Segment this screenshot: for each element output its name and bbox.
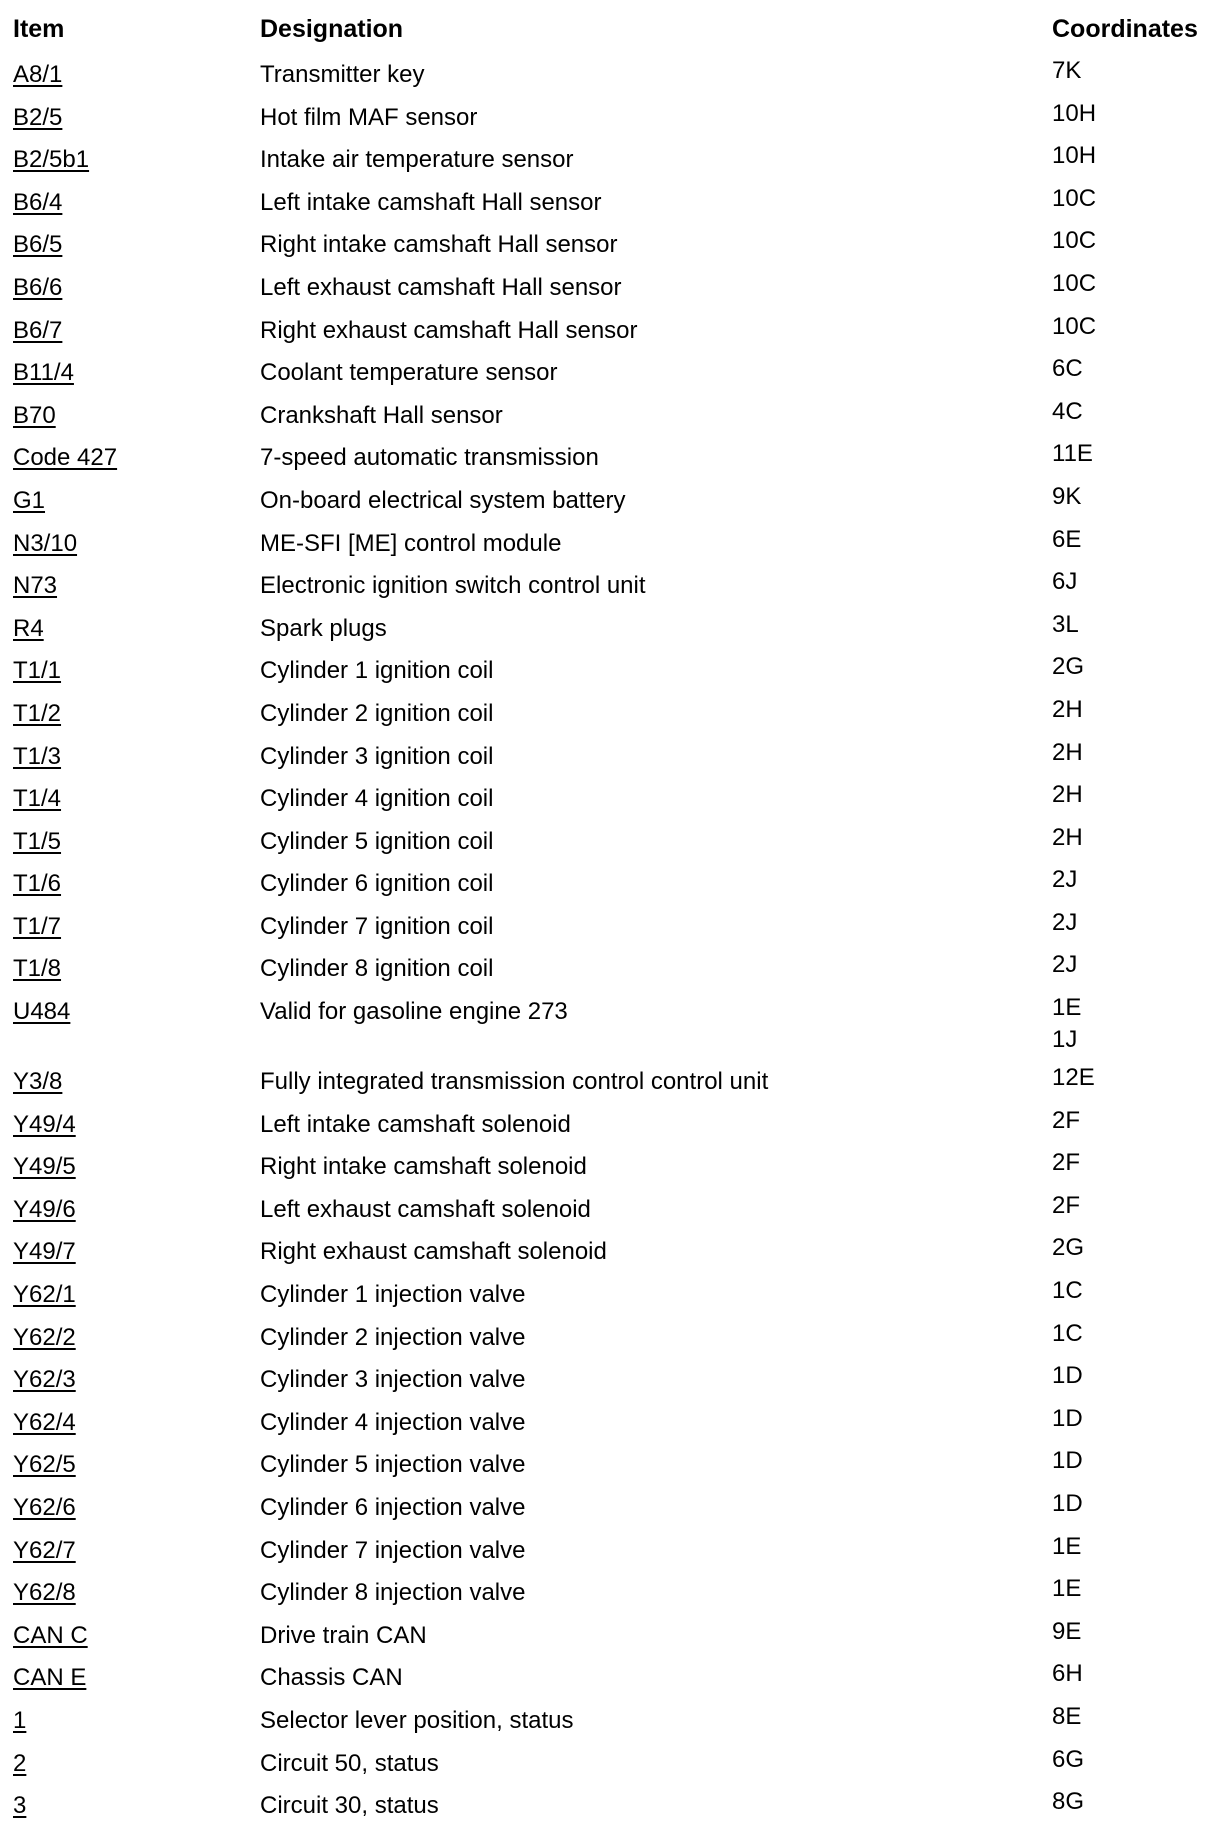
- coordinates-cell: [1052, 523, 1081, 566]
- item-link[interactable]: U484: [13, 998, 71, 1026]
- item-link[interactable]: Code 427: [13, 444, 118, 472]
- item-link[interactable]: Y62/5: [13, 1451, 76, 1479]
- designation-cell: Right exhaust camshaft Hall sensor: [260, 316, 638, 344]
- coordinate-value: 2G: [1052, 1234, 1085, 1262]
- table-row: [0, 906, 1216, 949]
- table-row: [0, 182, 1216, 225]
- item-link[interactable]: Y62/7: [13, 1536, 76, 1564]
- item-cell: [13, 693, 61, 736]
- item-cell: [13, 139, 89, 182]
- coordinates-cell: [1052, 1700, 1081, 1743]
- item-link[interactable]: Y62/8: [13, 1579, 76, 1607]
- coordinate-value: 2F: [1052, 1106, 1081, 1134]
- designation-cell: Left exhaust camshaft Hall sensor: [260, 273, 622, 301]
- coordinate-value: 2H: [1052, 823, 1083, 851]
- item-link[interactable]: T1/6: [13, 870, 62, 898]
- item-link[interactable]: A8/1: [13, 61, 63, 88]
- item-cell: [13, 1402, 76, 1445]
- item-cell: [13, 1317, 76, 1360]
- coordinate-value: 6E: [1052, 525, 1082, 553]
- designation-cell: On-board electrical system battery: [260, 486, 626, 514]
- designation-cell: Cylinder 8 ignition coil: [260, 955, 494, 983]
- table-row: [0, 352, 1216, 395]
- table-row: [0, 863, 1216, 906]
- item-cell: [13, 267, 62, 310]
- coordinate-value: 6G: [1052, 1745, 1085, 1773]
- item-link[interactable]: Y62/1: [13, 1281, 76, 1309]
- coordinates-cell: [1052, 821, 1083, 864]
- designation-cell: 7-speed automatic transmission: [260, 444, 599, 472]
- item-cell: [13, 948, 61, 991]
- coordinates-cell: [1052, 480, 1081, 523]
- coordinate-value: 1D: [1052, 1447, 1083, 1475]
- coordinates-cell: [1052, 1061, 1095, 1104]
- table-row: [0, 1317, 1216, 1360]
- item-cell: [13, 1743, 26, 1786]
- coordinate-value: 1D: [1052, 1362, 1083, 1390]
- designation-cell: Spark plugs: [260, 614, 387, 642]
- coordinate-value: 2J: [1052, 866, 1078, 894]
- item-link[interactable]: CAN C: [13, 1621, 88, 1649]
- coordinate-value: 10H: [1052, 99, 1097, 127]
- table-row: [0, 54, 1216, 97]
- item-cell: [13, 97, 62, 140]
- table-row: [0, 1530, 1216, 1573]
- coordinates-cell: [1052, 565, 1077, 608]
- item-link[interactable]: T1/8: [13, 955, 62, 983]
- item-cell: [13, 1274, 76, 1317]
- coordinate-value: 6H: [1052, 1660, 1083, 1688]
- table-row: [0, 1274, 1216, 1317]
- item-link[interactable]: T1/4: [13, 785, 62, 813]
- coordinates-cell: [1052, 437, 1093, 480]
- coordinate-value: 2H: [1052, 695, 1083, 723]
- coordinates-cell: [1052, 224, 1096, 267]
- coordinates-cell: [1052, 863, 1077, 906]
- table-row: [0, 1146, 1216, 1189]
- table-row: [0, 608, 1216, 651]
- item-link[interactable]: CAN E: [13, 1664, 87, 1692]
- coordinates-cell: [1052, 352, 1083, 395]
- item-cell: [13, 608, 44, 651]
- item-link[interactable]: Y62/3: [13, 1366, 76, 1394]
- designation-cell: Cylinder 5 injection valve: [260, 1451, 526, 1479]
- item-link[interactable]: T1/5: [13, 827, 62, 855]
- coordinate-value: 2J: [1052, 908, 1078, 936]
- table-row: [0, 224, 1216, 267]
- item-cell: [13, 1572, 76, 1615]
- coordinates-cell: [1052, 1402, 1083, 1445]
- coordinate-value: 9K: [1052, 482, 1082, 510]
- item-link[interactable]: Y3/8: [13, 1068, 63, 1096]
- coordinates-cell: [1052, 1274, 1083, 1317]
- coordinate-value: 2F: [1052, 1149, 1081, 1177]
- coordinate-value: 6J: [1052, 568, 1078, 596]
- item-cell: [13, 565, 57, 608]
- coordinate-value: 3L: [1052, 610, 1079, 638]
- item-cell: [13, 352, 74, 395]
- column-header-coordinates: Coordinates: [1052, 15, 1198, 43]
- designation-cell: Cylinder 7 injection valve: [260, 1536, 526, 1564]
- item-cell: [13, 991, 70, 1034]
- table-row: [0, 437, 1216, 480]
- item-link[interactable]: Y62/4: [13, 1408, 76, 1436]
- item-link[interactable]: B6/5: [13, 231, 63, 259]
- coordinate-value: 10C: [1052, 227, 1097, 255]
- column-header-item: Item: [13, 15, 65, 43]
- table-row: [0, 310, 1216, 353]
- table-row: [0, 1700, 1216, 1743]
- coordinates-cell: [1052, 1359, 1083, 1402]
- item-link[interactable]: B6/4: [13, 188, 63, 216]
- item-cell: [13, 906, 61, 949]
- designation-cell: Right exhaust camshaft solenoid: [260, 1238, 607, 1266]
- item-cell: [13, 1146, 76, 1189]
- table-row: [0, 139, 1216, 182]
- designation-cell: Selector lever position, status: [260, 1706, 574, 1734]
- table-row: [0, 948, 1216, 991]
- coordinate-value: 1E: [1052, 994, 1082, 1022]
- coordinates-cell: [1052, 54, 1081, 97]
- table-row: [0, 1104, 1216, 1147]
- coordinate-value: 7K: [1052, 57, 1082, 84]
- designation-cell: Left exhaust camshaft solenoid: [260, 1195, 591, 1223]
- item-link[interactable]: B2/5: [13, 103, 63, 131]
- coordinates-cell: [1052, 1530, 1081, 1573]
- item-cell: [13, 437, 117, 480]
- coordinates-cell: [1052, 1444, 1083, 1487]
- table-row: [0, 1487, 1216, 1530]
- designation-cell: Left intake camshaft solenoid: [260, 1110, 571, 1138]
- coordinate-value: 1D: [1052, 1404, 1083, 1432]
- item-link[interactable]: B6/7: [13, 316, 63, 344]
- table-row: [0, 1402, 1216, 1445]
- designation-cell: Cylinder 2 injection valve: [260, 1323, 526, 1351]
- table-row: [0, 267, 1216, 310]
- item-link[interactable]: R4: [13, 614, 44, 642]
- coordinates-cell: [1052, 906, 1077, 949]
- item-link[interactable]: B6/6: [13, 273, 63, 301]
- table-row: [0, 480, 1216, 523]
- item-link[interactable]: B2/5b1: [13, 146, 90, 174]
- item-link[interactable]: T1/1: [13, 657, 62, 685]
- coordinate-value: 1E: [1052, 1575, 1082, 1603]
- item-cell: [13, 1657, 86, 1700]
- coordinates-cell: [1052, 139, 1096, 182]
- coordinates-cell: [1052, 650, 1084, 693]
- item-cell: [13, 1615, 88, 1658]
- designation-cell: Circuit 50, status: [260, 1749, 439, 1777]
- coordinate-value: 10C: [1052, 184, 1097, 212]
- item-link[interactable]: N3/10: [13, 529, 78, 557]
- coordinates-cell: [1052, 991, 1082, 1054]
- item-link[interactable]: Y49/6: [13, 1195, 76, 1223]
- table-row: [0, 1743, 1216, 1786]
- item-link[interactable]: Y49/7: [13, 1238, 76, 1266]
- designation-cell: Intake air temperature sensor: [260, 146, 574, 174]
- table-row: [0, 1444, 1216, 1487]
- coordinate-value: 10H: [1052, 142, 1097, 170]
- coordinates-cell: [1052, 310, 1096, 353]
- coordinates-cell: [1052, 1785, 1084, 1828]
- item-cell: [13, 54, 62, 97]
- item-link[interactable]: 1: [13, 1706, 27, 1734]
- table-row: [0, 991, 1216, 1061]
- table-row: [0, 1359, 1216, 1402]
- designation-cell: Fully integrated transmission control control unit: [260, 1068, 769, 1096]
- designation-cell: Chassis CAN: [260, 1664, 403, 1692]
- item-cell: [13, 1530, 76, 1573]
- item-link[interactable]: B11/4: [13, 359, 74, 387]
- designation-cell: Cylinder 4 ignition coil: [260, 785, 494, 813]
- coordinates-cell: [1052, 1487, 1083, 1530]
- coordinate-value: 1J: [1052, 1026, 1078, 1054]
- table-row: [0, 395, 1216, 438]
- item-cell: [13, 1231, 76, 1274]
- item-cell: [13, 1444, 76, 1487]
- item-cell: [13, 650, 61, 693]
- table-row: [0, 650, 1216, 693]
- designation-cell: Cylinder 7 ignition coil: [260, 912, 494, 940]
- table-row: [0, 565, 1216, 608]
- designation-cell: Transmitter key: [260, 61, 425, 88]
- table-row: [0, 1231, 1216, 1274]
- coordinate-value: 8E: [1052, 1702, 1082, 1730]
- designation-cell: Coolant temperature sensor: [260, 359, 558, 387]
- coordinate-value: 2F: [1052, 1191, 1081, 1219]
- coordinate-value: 10C: [1052, 312, 1097, 340]
- table-row: [0, 523, 1216, 566]
- item-link[interactable]: Y62/2: [13, 1323, 76, 1351]
- item-cell: [13, 310, 62, 353]
- coordinate-value: 1C: [1052, 1319, 1083, 1347]
- designation-cell: Hot film MAF sensor: [260, 103, 478, 131]
- item-cell: [13, 1359, 76, 1402]
- coordinate-value: 1C: [1052, 1277, 1083, 1305]
- designation-cell: Cylinder 6 ignition coil: [260, 870, 494, 898]
- coordinates-cell: [1052, 182, 1096, 225]
- designation-cell: Cylinder 4 injection valve: [260, 1408, 526, 1436]
- item-link[interactable]: T1/2: [13, 699, 62, 727]
- item-cell: [13, 1104, 76, 1147]
- coordinates-cell: [1052, 1615, 1081, 1658]
- designation-cell: Drive train CAN: [260, 1621, 427, 1649]
- table-row: [0, 1615, 1216, 1658]
- designation-cell: Electronic ignition switch control unit: [260, 572, 646, 600]
- coordinates-cell: [1052, 1657, 1083, 1700]
- item-cell: [13, 736, 61, 779]
- item-link[interactable]: N73: [13, 572, 58, 600]
- designation-cell: Cylinder 1 injection valve: [260, 1281, 526, 1309]
- table-row: [0, 778, 1216, 821]
- designation-cell: Circuit 30, status: [260, 1792, 439, 1820]
- coordinates-cell: [1052, 948, 1077, 991]
- coordinate-value: 10C: [1052, 269, 1097, 297]
- coordinates-cell: [1052, 1743, 1084, 1786]
- item-cell: [13, 480, 45, 523]
- designation-cell: ME-SFI [ME] control module: [260, 529, 562, 557]
- coordinates-cell: [1052, 1231, 1084, 1274]
- item-link[interactable]: Y62/6: [13, 1494, 76, 1521]
- designation-cell: Cylinder 3 ignition coil: [260, 742, 494, 770]
- item-link[interactable]: 3: [13, 1792, 27, 1820]
- item-cell: [13, 821, 61, 864]
- designation-cell: Left intake camshaft Hall sensor: [260, 188, 602, 216]
- coordinate-value: 4C: [1052, 397, 1083, 425]
- table-row: [0, 821, 1216, 864]
- item-link[interactable]: G1: [13, 486, 46, 514]
- coordinates-cell: [1052, 736, 1083, 779]
- coordinate-value: 1E: [1052, 1532, 1082, 1560]
- coordinate-value: 2G: [1052, 653, 1085, 681]
- table-row: [0, 1189, 1216, 1232]
- item-cell: [13, 395, 56, 438]
- table-row: [0, 736, 1216, 779]
- item-link[interactable]: B70: [13, 401, 56, 429]
- coordinates-cell: [1052, 1189, 1080, 1232]
- designation-cell: Right intake camshaft solenoid: [260, 1153, 587, 1181]
- item-cell: [13, 1487, 76, 1530]
- item-link[interactable]: Y49/4: [13, 1110, 76, 1138]
- column-header-designation: Designation: [260, 15, 404, 43]
- coordinates-cell: [1052, 1572, 1081, 1615]
- coordinate-value: 1D: [1052, 1490, 1083, 1517]
- table-row: [0, 1657, 1216, 1700]
- table-row: [0, 1785, 1216, 1828]
- coordinates-cell: [1052, 608, 1079, 651]
- table-row: [0, 1572, 1216, 1615]
- item-cell: [13, 1785, 26, 1828]
- coordinates-cell: [1052, 267, 1096, 310]
- item-cell: [13, 1189, 76, 1232]
- item-link[interactable]: T1/3: [13, 742, 62, 770]
- coordinates-cell: [1052, 1317, 1083, 1360]
- coordinate-value: 11E: [1052, 440, 1093, 468]
- item-link[interactable]: 2: [13, 1749, 27, 1777]
- designation-cell: Crankshaft Hall sensor: [260, 401, 503, 429]
- coordinates-cell: [1052, 395, 1083, 438]
- coordinate-value: 8G: [1052, 1788, 1085, 1816]
- designation-cell: Cylinder 1 ignition coil: [260, 657, 494, 685]
- item-cell: [13, 182, 62, 225]
- coordinate-value: 2H: [1052, 781, 1083, 809]
- item-cell: [13, 1061, 62, 1104]
- coordinate-value: 9E: [1052, 1617, 1082, 1645]
- designation-cell: Cylinder 8 injection valve: [260, 1579, 526, 1607]
- item-cell: [13, 1700, 26, 1743]
- table-body: [0, 54, 1216, 1828]
- coordinate-value: 2J: [1052, 951, 1078, 979]
- coordinates-cell: [1052, 778, 1083, 821]
- coordinates-cell: [1052, 1104, 1080, 1147]
- coordinates-cell: [1052, 97, 1096, 140]
- coordinate-value: 12E: [1052, 1064, 1095, 1092]
- coordinate-value: 2H: [1052, 738, 1083, 766]
- item-cell: [13, 523, 77, 566]
- designation-cell: Cylinder 5 ignition coil: [260, 827, 494, 855]
- table-row: [0, 1061, 1216, 1104]
- designation-cell: Right intake camshaft Hall sensor: [260, 231, 618, 259]
- designation-cell: Cylinder 2 ignition coil: [260, 699, 494, 727]
- item-cell: [13, 224, 62, 267]
- designation-cell: Cylinder 6 injection valve: [260, 1494, 526, 1521]
- item-link[interactable]: T1/7: [13, 912, 62, 940]
- table-row: [0, 97, 1216, 140]
- designation-cell: Valid for gasoline engine 273: [260, 998, 568, 1026]
- item-cell: [13, 863, 61, 906]
- item-link[interactable]: Y49/5: [13, 1153, 76, 1181]
- item-cell: [13, 778, 61, 821]
- coordinate-value: 6C: [1052, 355, 1083, 383]
- coordinates-cell: [1052, 693, 1083, 736]
- designation-cell: Cylinder 3 injection valve: [260, 1366, 526, 1394]
- coordinates-cell: [1052, 1146, 1080, 1189]
- table-row: [0, 693, 1216, 736]
